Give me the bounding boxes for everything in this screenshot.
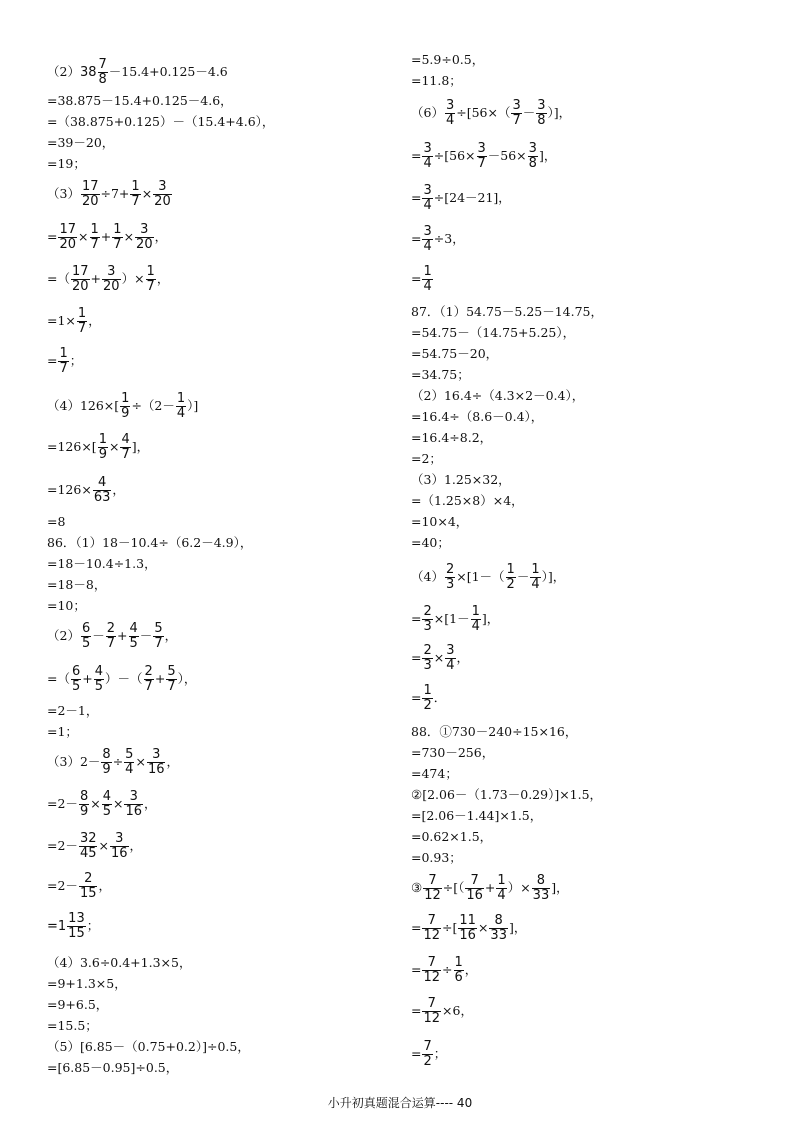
fraction: $\frac{1}{4}$ (471, 604, 480, 634)
fraction: $\frac{3}{8}$ (537, 98, 546, 128)
problem-line: （3）2－ $\frac{8}{9}$ ÷ $\frac{5}{4}$ × $\frac{3}{16}$ ， (47, 747, 179, 777)
fraction: $\frac{11}{16}$ (459, 913, 476, 943)
step-line: =2－1， (47, 703, 99, 718)
step-line: =（38.875+0.125）－（15.4+4.6）， (47, 114, 275, 129)
step-line: =11.8； (411, 73, 462, 88)
step-line: = $\frac{7}{12}$ ×6， (411, 996, 473, 1026)
problem-line: ②[2.06－（1.73－0.29）]×1.5， (411, 787, 603, 802)
fraction: $\frac{2}{3}$ (423, 643, 432, 673)
step-line: =474； (411, 766, 458, 781)
step-line: =34.75； (411, 367, 470, 382)
fraction: $\frac{4}{5}$ (102, 789, 111, 819)
step-line: =[2.06－1.44]×1.5， (411, 808, 543, 823)
fraction: $\frac{5}{7}$ (154, 621, 163, 651)
fraction: $\frac{4}{5}$ (129, 621, 138, 651)
step-line: = $\frac{2}{3}$ × $\frac{3}{4}$ ， (411, 643, 470, 673)
fraction: $\frac{3}{16}$ (110, 831, 128, 861)
problem-line (47, 58, 228, 87)
fraction: $\frac{8}{33}$ (490, 913, 507, 943)
step-line: = $\frac{3}{4}$ ÷[56× $\frac{3}{7}$ －56× $\frac{3}{8}$ ]， (411, 141, 557, 171)
fraction: $\frac{5}{7}$ (167, 664, 176, 694)
step-line: =9+6.5， (47, 997, 109, 1012)
fraction: $\frac{7}{12}$ (423, 955, 441, 985)
fraction: $\frac{1}{6}$ (454, 955, 463, 985)
fraction: $\frac{3}{20}$ (103, 264, 120, 294)
step-line: =[6.85－0.95]÷0.5， (47, 1060, 179, 1075)
step-line: =54.75－（14.75+5.25）， (411, 325, 576, 340)
problem-line: 88．①730－240÷15×16， (411, 724, 578, 739)
problem-line: （6） $\frac{3}{4}$ ÷[56×（ $\frac{3}{7}$ － $\frac{3}{8}$ ）]， (411, 98, 572, 128)
fraction: $\frac{3}{4}$ (446, 643, 455, 673)
step-line: = $\frac{7}{2}$ ； (411, 1039, 447, 1069)
step-line: =0.62×1.5， (411, 829, 493, 844)
fraction: $\frac{1}{9}$ (98, 432, 107, 462)
step-line: =（ $\frac{6}{5}$ + $\frac{4}{5}$ ）－（ $\frac{2}{7}$ + $\frac{5}{7}$ ）， (47, 664, 197, 694)
step-line: =2－ $\frac{32}{45}$ × $\frac{3}{16}$ ， (47, 831, 143, 861)
fraction: $\frac{5}{4}$ (125, 747, 134, 777)
step-line: =1 $\frac{13}{15}$ ； (47, 911, 100, 941)
fraction: $\frac{3}{8}$ (528, 141, 537, 171)
fraction: $\frac{2}{7}$ (144, 664, 153, 694)
step-line: =40； (411, 535, 450, 550)
fraction: $\frac{17}{20}$ (59, 222, 77, 252)
fraction: $\frac{7}{8}$ (98, 57, 107, 87)
fraction: $\frac{3}{16}$ (125, 789, 143, 819)
problem-line: 87．（1）54.75－5.25－14.75， (411, 304, 604, 319)
fraction: $\frac{7}{12}$ (424, 873, 441, 903)
step-line: =9+1.3×5， (47, 976, 127, 991)
fraction: $\frac{7}{16}$ (466, 873, 483, 903)
fraction: $\frac{3}{20}$ (136, 222, 153, 252)
step-line: = $\frac{17}{20}$ × $\frac{1}{7}$ + $\frac{1}{7}$ × $\frac{3}{20}$ ， (47, 222, 168, 252)
step-line: =（1.25×8）×4， (411, 493, 524, 508)
problem-line: （5）[6.85－（0.75+0.2）]÷0.5， (47, 1039, 250, 1054)
problem-line: （4）3.6÷0.4+1.3×5， (47, 955, 192, 970)
step-line: = $\frac{7}{12}$ ÷ $\frac{1}{6}$ ， (411, 955, 478, 985)
fraction: $\frac{1}{7}$ (77, 306, 87, 336)
problem-line: ③ $\frac{7}{12}$ ÷[（ $\frac{7}{16}$ + $\frac{1}{4}$ ）× $\frac{8}{33}$ ]， (411, 873, 569, 903)
fraction: $\frac{3}{7}$ (477, 141, 486, 171)
problem-line: （2） $\frac{6}{5}$ － $\frac{2}{7}$ + $\frac{4}{5}$ － $\frac{5}{7}$ ， (47, 621, 178, 651)
step-line: =54.75－20， (411, 346, 499, 361)
fraction: $\frac{4}{63}$ (93, 475, 111, 505)
step-line: =126× $\frac{4}{63}$ ， (47, 475, 125, 505)
problem-line: （2）16.4÷（4.3×2－0.4）， (411, 388, 585, 403)
fraction: $\frac{7}{12}$ (423, 913, 441, 943)
step-line: = $\frac{2}{3}$ ×[1－ $\frac{1}{4}$ ]， (411, 604, 500, 634)
step-line: = $\frac{1}{2}$ ． (411, 683, 447, 713)
fraction: $\frac{2}{3}$ (423, 604, 432, 634)
step-line: =38.875－15.4+0.125－4.6， (47, 93, 233, 108)
problem-line: （3） $\frac{17}{20}$ ÷7+ $\frac{1}{7}$ × $\frac{3}{20}$ (47, 179, 171, 209)
step-line: = $\frac{3}{4}$ ÷[24－21]， (411, 183, 511, 213)
step-line: =（ $\frac{17}{20}$ + $\frac{3}{20}$ ）× $\frac{1}{7}$ ， (47, 264, 170, 294)
fraction: $\frac{8}{9}$ (102, 747, 111, 777)
step-line: =8 (47, 514, 66, 529)
fraction: $\frac{3}{4}$ (423, 183, 432, 213)
fraction: $\frac{2}{7}$ (106, 621, 116, 651)
fraction: $\frac{8}{9}$ (79, 789, 89, 819)
mixed-number-whole: 38 (79, 65, 97, 80)
fraction: $\frac{1}{7}$ (90, 222, 99, 252)
step-line: =1× $\frac{1}{7}$ ， (47, 306, 101, 336)
step-line: =10； (47, 598, 86, 613)
fraction: $\frac{17}{20}$ (71, 264, 89, 294)
fraction: $\frac{3}{16}$ (147, 747, 165, 777)
page-footer: 小升初真题混合运算---- 40 (327, 1096, 473, 1110)
fraction: $\frac{6}{5}$ (71, 664, 81, 694)
fraction: $\frac{1}{4}$ (176, 391, 186, 421)
step-line: =18－8， (47, 577, 107, 592)
step-line: =16.4÷8.2， (411, 430, 493, 445)
fraction: $\frac{1}{9}$ (121, 391, 130, 421)
fraction: $\frac{1}{4}$ (423, 264, 432, 294)
step-line: =2； (411, 451, 442, 466)
problem-line: （4） $\frac{2}{3}$ ×[1－（ $\frac{1}{2}$ － $\frac{1}{4}$ ）]， (411, 562, 566, 592)
step-line: =16.4÷（8.6－0.4）， (411, 409, 544, 424)
fraction: $\frac{1}{7}$ (59, 346, 68, 376)
step-line: =15.5； (47, 1018, 98, 1033)
fraction: $\frac{2}{3}$ (445, 562, 455, 592)
step-line: =18－10.4÷1.3， (47, 556, 157, 571)
item-label: （2） (47, 64, 80, 79)
step-line: = $\frac{7}{12}$ ÷[ $\frac{11}{16}$ × $\frac{8}{33}$ ]， (411, 913, 527, 943)
fraction: $\frac{6}{5}$ (81, 621, 91, 651)
step-line: = $\frac{1}{4}$ (411, 264, 432, 294)
fraction: $\frac{17}{20}$ (81, 179, 99, 209)
fraction: $\frac{3}{7}$ (512, 98, 521, 128)
step-line: =2－ $\frac{8}{9}$ × $\frac{4}{5}$ × $\frac{3}{16}$ ， (47, 789, 157, 819)
problem-line: （3）1.25×32， (411, 472, 511, 487)
fraction: $\frac{1}{7}$ (113, 222, 122, 252)
step-line: =19； (47, 156, 86, 171)
step-line: =1； (47, 724, 78, 739)
fraction: $\frac{1}{7}$ (131, 179, 140, 209)
fraction: $\frac{3}{4}$ (423, 141, 432, 171)
fraction: $\frac{1}{4}$ (531, 562, 540, 592)
step-line: =39－20， (47, 135, 115, 150)
step-line: =126×[ $\frac{1}{9}$ × $\frac{4}{7}$ ]， (47, 432, 150, 462)
expression-text: －15.4+0.125－4.6 (108, 64, 228, 79)
fraction: $\frac{4}{5}$ (94, 664, 104, 694)
fraction: $\frac{32}{45}$ (79, 831, 97, 861)
fraction: $\frac{1}{2}$ (506, 562, 515, 592)
fraction: $\frac{3}{20}$ (154, 179, 171, 209)
problem-line: 86．（1）18－10.4÷（6.2－4.9）， (47, 535, 253, 550)
fraction: $\frac{3}{4}$ (445, 98, 455, 128)
step-line: = $\frac{3}{4}$ ÷3， (411, 224, 465, 254)
step-line: =5.9÷0.5， (411, 52, 485, 67)
step-line: =730－256， (411, 745, 495, 760)
fraction: $\frac{7}{12}$ (423, 996, 441, 1026)
fraction: $\frac{2}{15}$ (79, 871, 97, 901)
fraction: $\frac{1}{4}$ (497, 873, 506, 903)
fraction: $\frac{4}{7}$ (121, 432, 130, 462)
problem-line: （4）126×[ $\frac{1}{9}$ ÷（2－ $\frac{1}{4}$ ）] (47, 391, 199, 421)
fraction: $\frac{7}{2}$ (423, 1039, 432, 1069)
step-line: =0.93； (411, 850, 462, 865)
step-line: =2－ $\frac{2}{15}$ ， (47, 871, 111, 901)
step-line: = $\frac{1}{7}$ ； (47, 346, 83, 376)
step-line: =10×4， (411, 514, 469, 529)
fraction: $\frac{1}{2}$ (423, 683, 432, 713)
fraction: $\frac{3}{4}$ (423, 224, 432, 254)
fraction: $\frac{1}{7}$ (146, 264, 155, 294)
fraction: $\frac{13}{15}$ (68, 911, 85, 941)
fraction: $\frac{8}{33}$ (532, 873, 550, 903)
